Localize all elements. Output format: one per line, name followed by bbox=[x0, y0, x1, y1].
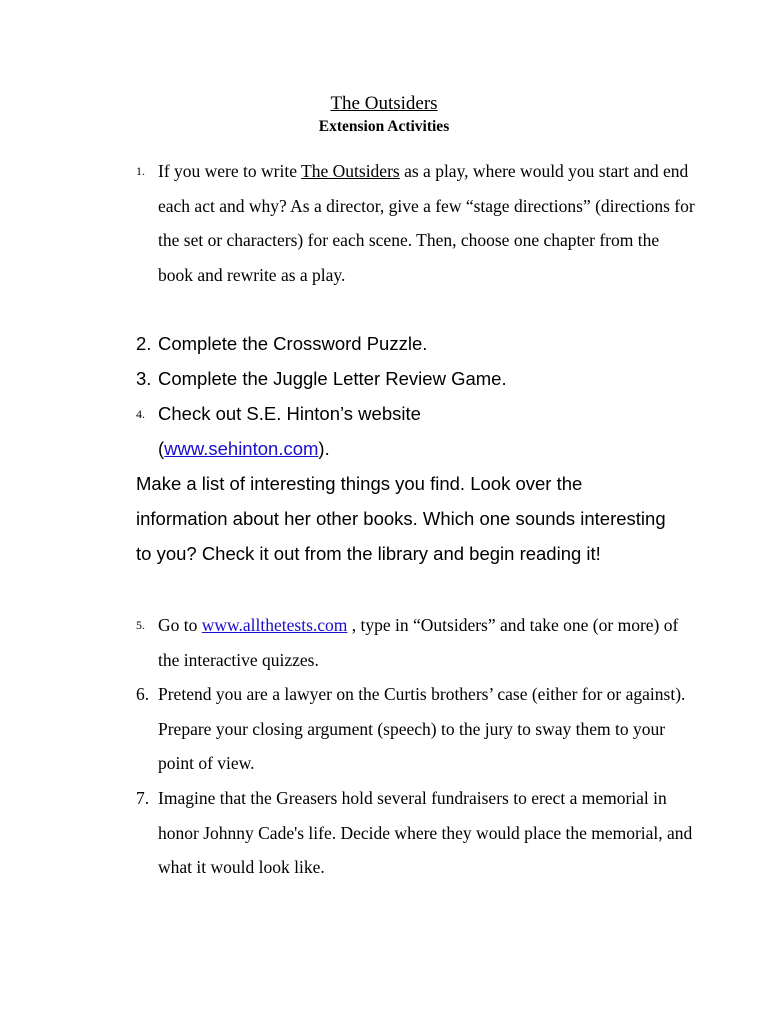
activity-item-7 bbox=[136, 781, 696, 885]
activity-item-1 bbox=[136, 154, 696, 292]
activity-item-6 bbox=[136, 677, 696, 781]
item-number: 3. bbox=[136, 368, 152, 389]
item-4-paragraph: Make a list of interesting things you find. Look over the information about her other books. Which one sounds interesting to you? Check it out from the library and begin reading it! bbox=[136, 473, 666, 564]
activity-item-5 bbox=[136, 608, 696, 677]
item-text: Complete the Juggle Letter Review Game. bbox=[158, 368, 507, 389]
allthetests-link[interactable]: www.allthetests.com bbox=[201, 615, 348, 635]
activity-item-4 bbox=[136, 397, 556, 467]
item-text: Complete the Crossword Puzzle. bbox=[158, 333, 428, 354]
item-number: 1. bbox=[136, 164, 145, 178]
item-text: Check out S.E. Hinton’s website (www.sehinton.com). bbox=[158, 403, 421, 459]
book-title-ref: The Outsiders bbox=[301, 161, 400, 181]
item-number: 2. bbox=[136, 333, 152, 354]
document-subtitle: Extension Activities bbox=[318, 118, 450, 135]
item-number: 4. bbox=[136, 407, 145, 421]
item-text: Imagine that the Greasers hold several fundraisers to erect a memorial in honor Johnny Cade's life. Decide where they would place the memorial, and what it would look like. bbox=[158, 788, 693, 877]
item-number: 5. bbox=[136, 618, 145, 632]
sehinton-link[interactable]: www.sehinton.com bbox=[164, 437, 319, 459]
item-number: 6. bbox=[136, 684, 150, 704]
activity-item-3 bbox=[136, 362, 696, 397]
item-number: 7. bbox=[136, 788, 150, 808]
document-title: The Outsiders bbox=[330, 93, 438, 114]
activity-item-2 bbox=[136, 327, 696, 362]
item-text: If you were to write The Outsiders as a play, where would you start and end each act and why? As a director, give a few “stage directions” (directions for the set or characters) for each scene. Then, choose one chapter from the book and rewrite as a play. bbox=[158, 161, 695, 285]
item-text: Go to www.allthetests.com , type in “Outsiders” and take one (or more) of the interactive quizzes. bbox=[158, 615, 679, 670]
item-text: Pretend you are a lawyer on the Curtis brothers’ case (either for or against). Prepare your closing argument (speech) to the jury to sway them to your point of view. bbox=[158, 684, 686, 773]
